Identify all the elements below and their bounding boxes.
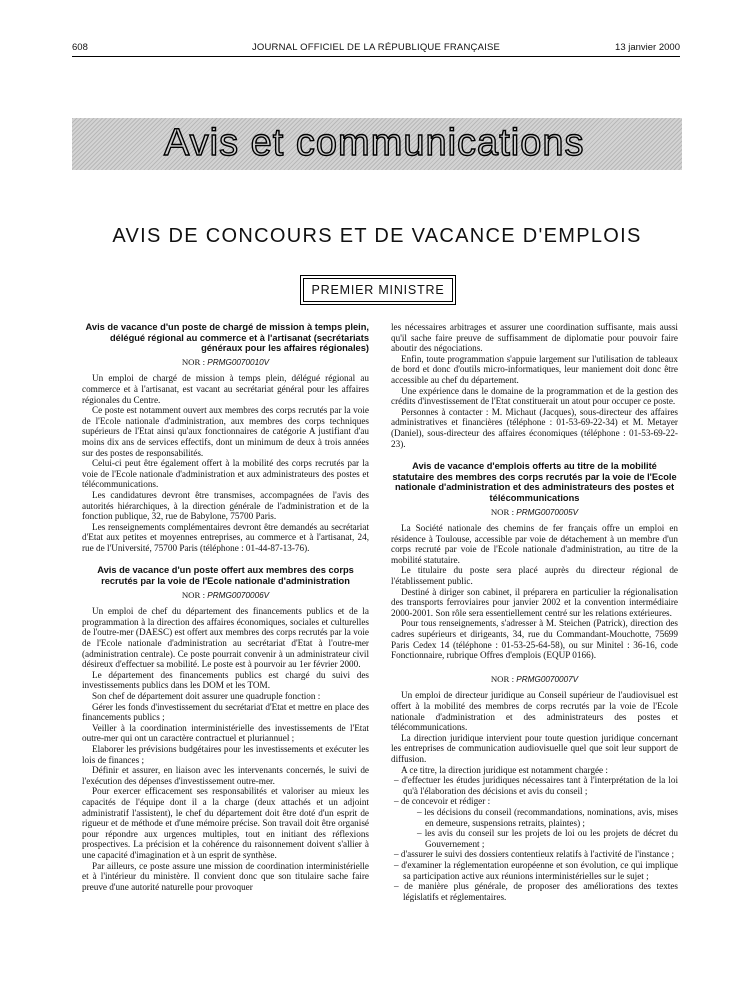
paragraph: Celui-ci peut être également offert à la mobilité des corps recrutés par la voie de l'Ecole nationale d'administration et aux administrateurs des postes et télécommunications. (82, 458, 369, 490)
paragraph: Enfin, toute programmation s'appuie largement sur l'utilisation de tableaux de bord et donc d'outils micro-informatiques, leur maniement doit donc être accessible au chef du département. (391, 353, 678, 385)
ministry-box: PREMIER MINISTRE (303, 278, 453, 302)
sub-list-item-text: les avis du conseil sur les projets de loi ou les projets de décret du Gouvernement ; (424, 828, 679, 849)
left-column (82, 322, 369, 892)
list-item-text: de manière plus générale, de proposer des améliorations des textes législatifs et réglementaires. (403, 881, 679, 902)
journal-title: JOURNAL OFFICIEL DE LA RÉPUBLIQUE FRANÇAISE (251, 42, 501, 53)
nor-code: PRMG0070007V (516, 674, 579, 684)
paragraph: Par ailleurs, ce poste assure une mission de coordination interministérielle et à l'intérieur du ministère. Il convient donc que son titulaire sache faire preuve d'une autorité naturelle pour provoquer (82, 860, 369, 892)
paragraph: les nécessaires arbitrages et assurer une coordination suffisante, mais aussi qu'il sache faire preuve de suffisamment de diplomatie pour pouvoir faire aboutir des négociations. (391, 322, 678, 354)
right-column (391, 322, 678, 902)
sub-list-item-text: les décisions du conseil (recommandations, nominations, avis, mises en demeure, suspensions retraits, plaintes) ; (424, 806, 678, 828)
paragraph: Un emploi de directeur juridique au Conseil supérieur de l'audiovisuel est offert à la mobilité des membres de corps recrutés par la voie de l'Ecole nationale d'administration et des administrateurs des postes et télécommunications. (391, 690, 678, 733)
list-item (391, 860, 678, 881)
paragraph: Veiller à la coordination interministérielle des investissements de l'Etat outre-mer qui ont un caractère contractuel et pluriannuel ; (82, 722, 369, 744)
paragraph: Les candidatures devront être transmises, accompagnées de l'avis des autorités hiérarchiques, à la direction générale de l'administration et de la fonction publique, 32, rue de Babylone, 75700 Paris. (82, 489, 369, 522)
banner-title: Avis et communications (164, 122, 585, 164)
list-item-text: de concevoir et rédiger : (400, 796, 491, 807)
nor-reference (391, 507, 678, 519)
nor-reference (391, 674, 678, 686)
list-item-text: d'effectuer les études juridiques nécessaires tant à l'interprétation de la loi qu'à l'élaboration des décisions et avis du conseil ; (401, 775, 678, 796)
paragraph: Son chef de département doit assurer une quadruple fonction : (92, 691, 321, 701)
list-item (391, 796, 678, 849)
spacer (391, 449, 678, 461)
paragraph: La Société nationale des chemins de fer français offre un emploi en résidence à Toulouse, accessible par voie de détachement à un membre d'un corps recruté par voie de l'Ecole nationale d'administration, au titre de la mobilité statutaire. (391, 523, 678, 565)
paragraph: Le titulaire du poste sera placé auprès du directeur régional de l'établissement public. (391, 565, 678, 587)
paragraph: Personnes à contacter : M. Michaut (Jacques), sous-directeur des affaires administratives et financières (téléphone : 01-53-69-22-34) et M. Metayer (Daniel), sous-directeur des affaires économiques (téléphone : 01-53-69-22-23). (391, 406, 678, 449)
paragraph: Destiné à diriger son cabinet, il préparera en particulier la régionalisation des transports ferroviaires pour janvier 2002 et la convention intermédiaire 2000-2001. Son rôle sera essentiellement centré sur les relations extérieures. (391, 586, 678, 618)
paragraph: Un emploi de chef du département des financements publics et de la programmation à la direction des affaires économiques, sociales et culturelles de l'outre-mer (DAESC) est offert aux membres des corps recrutés par la voie de l'Ecole nationale d'administration au secrétariat d'Etat à l'outre-mer (administration centrale). Ce poste pourrait convenir à un administrateur civil désireux d'effectuer sa mobilité. Le poste est à pourvoir au 1er février 2000. (82, 606, 369, 670)
nor-reference (82, 590, 369, 602)
notice-title: Avis de vacance d'un poste de chargé de mission à temps plein, délégué régional au commerce et à l'artisanat (secrétariats généraux pour les affaires régionales) (85, 322, 369, 354)
nor-code: PRMG0070006V (207, 590, 270, 600)
nor-label: NOR : (181, 356, 208, 367)
page-number: 608 (72, 42, 88, 53)
paragraph: La direction juridique intervient pour toute question juridique concernant les entreprises de communication audiovisuelle quel que soit leur support de diffusion. (391, 732, 678, 764)
duties-list (391, 775, 678, 902)
nor-reference (82, 357, 369, 369)
nor-code: PRMG0070005V (516, 507, 579, 517)
paragraph: Gérer les fonds d'investissement du secrétariat d'Etat et mettre en place des financements publics ; (82, 701, 369, 723)
nor-label: NOR : (181, 589, 208, 600)
nor-label: NOR : (490, 673, 517, 684)
paragraph: A ce titre, la direction juridique est notamment chargée : (401, 764, 608, 775)
list-item (391, 775, 678, 796)
paragraph: Une expérience dans le domaine de la programmation et de la gestion des crédits d'investissement de l'Etat constituerait un atout pour occuper ce poste. (391, 385, 678, 407)
list-item-text: d'assurer le suivi des dossiers contentieux relatifs à l'activité de l'instance ; (400, 849, 674, 860)
list-item (391, 849, 678, 860)
paragraph: Un emploi de chargé de mission à temps plein, délégué régional au commerce et à l'artisanat, est vacant au secrétariat général pour les affaires régionales du Centre. (82, 373, 369, 405)
sub-list-item (403, 828, 678, 849)
paragraph: Définir et assurer, en liaison avec les intervenants concernés, le suivi de l'exécution des dépenses d'investissement outre-mer. (82, 765, 369, 786)
list-item-text: d'examiner la réglementation européenne et son évolution, ce qui implique sa participation active aux réunions interministérielles sur le sujet ; (401, 859, 678, 881)
page-header (72, 42, 680, 57)
sub-list (403, 807, 678, 849)
sub-list-item (403, 807, 678, 828)
paragraph: Pour tous renseignements, s'adresser à M. Steichen (Patrick), direction des cadres supérieurs et dirigeants, 34, rue du Commandant-Mouchotte, 75699 Paris Cedex 14 (téléphone : 01-53-25-64-58), ou sur Minitel : 36-16, code Fonctionnaire, rubrique Offres d'emplois (EQUP 0166). (391, 618, 678, 661)
paragraph: Ce poste est notamment ouvert aux membres des corps recrutés par la voie de l'Ecole nationale d'administration, aux membres des corps techniques supérieurs de l'Etat ainsi qu'aux fonctionnaires de catégorie A justifiant d'au moins dix ans de services effectifs, dont un minimum de deux à trois années sur des postes de responsabilités. (82, 405, 369, 458)
nor-code: PRMG0070010V (207, 357, 270, 367)
notice-title: Avis de vacance d'un poste offert aux membres des corps recrutés par la voie de l'Ecole nationale d'administration (97, 565, 354, 587)
issue-date: 13 janvier 2000 (615, 42, 680, 53)
notice-title: Avis de vacance d'emplois offerts au titre de la mobilité statutaire des membres des corps recrutés par la voie de l'Ecole nationale d'administration et des administrateurs des postes et télécommunications (392, 461, 677, 503)
section-banner (72, 118, 682, 170)
paragraph: Les renseignements complémentaires devront être demandés au secrétariat d'Etat aux petites et moyennes entreprises, au commerce et à l'artisanat, 24, rue de l'Université, 75700 Paris (téléphone : 01-44-87-13-76). (82, 521, 369, 553)
spacer (391, 661, 678, 671)
main-title: AVIS DE CONCOURS ET DE VACANCE D'EMPLOIS (112, 225, 642, 247)
paragraph: Elaborer les prévisions budgétaires pour les investissements et exécuter les lois de finances ; (82, 743, 369, 765)
spacer (82, 553, 369, 565)
paragraph: Le département des financements publics est chargé du suivi des investissements publics dans les DOM et les TOM. (82, 669, 369, 691)
nor-label: NOR : (490, 506, 517, 517)
list-item (391, 881, 678, 902)
paragraph: Pour exercer efficacement ses responsabilités et valoriser au mieux les capacités de l'équipe dont il a la charge (deux attachés et un adjoint administratif l'assistent), le chef du département doit être doté d'un esprit de rigueur et de méthode et d'une mémoire précise. Son travail doit être organisé pour répondre aux urgences multiples, tout en initiant des réflexions prospectives. La précision et la cohérence du raisonnement doivent s'allier à une capacité d'imagination et à un esprit de synthèse. (82, 786, 369, 860)
